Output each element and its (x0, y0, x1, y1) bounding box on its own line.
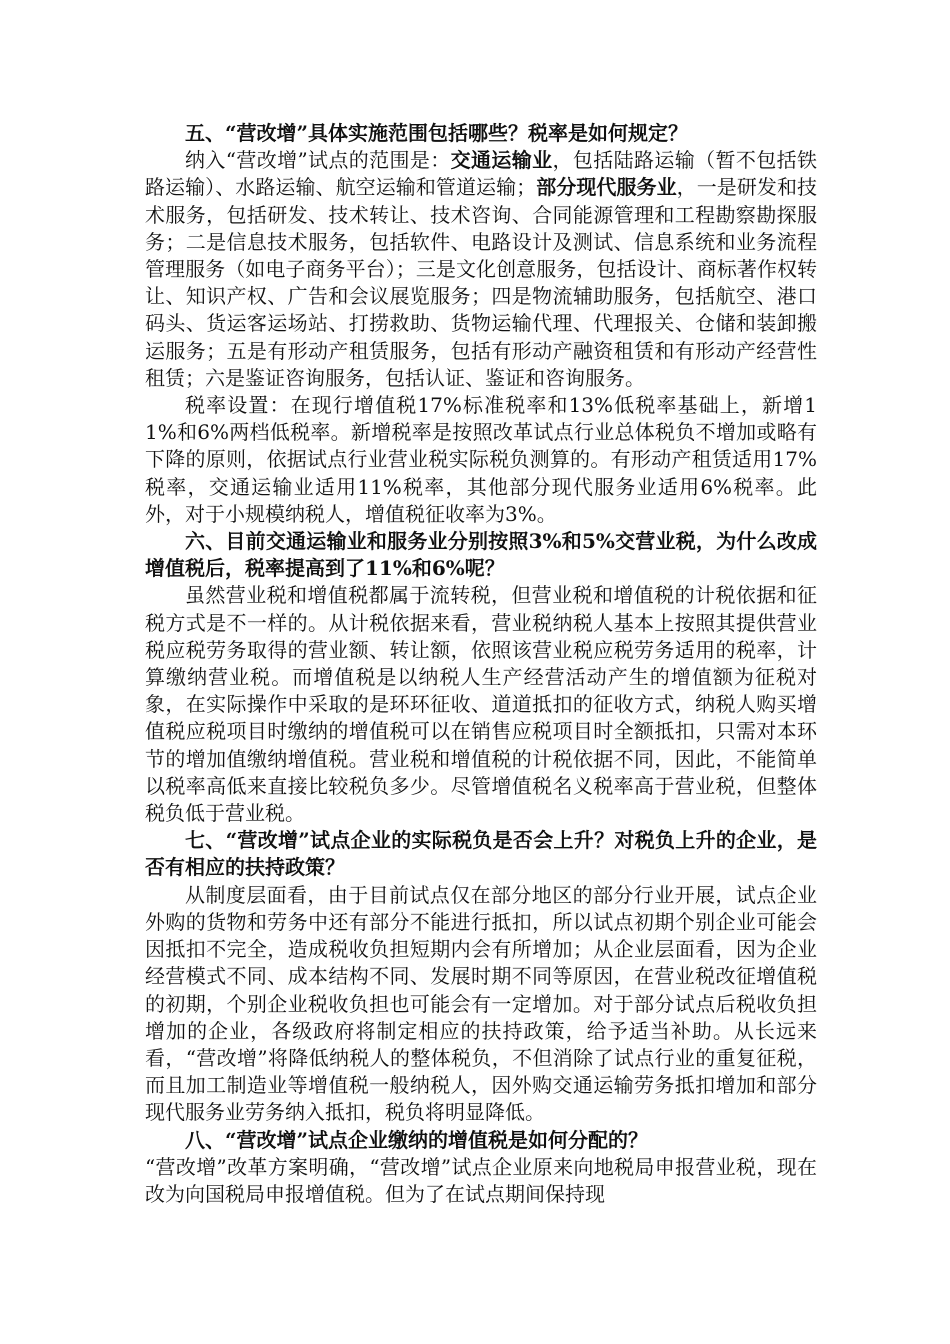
scope-transport-text: ，包括陆路运输（暂不包括铁路运输）、水路运输、航空运输和管道运输； (145, 148, 818, 200)
scope-intro-text: 纳入“营改增”试点的范围是： (185, 148, 451, 173)
section-heading-7: 七、“营改增”试点企业的实际税负是否会上升？对税负上升的企业，是否有相应的扶持政策？ (145, 828, 817, 880)
scope-services-bold: 部分现代服务业 (536, 175, 677, 200)
section-heading-8: 八、“营改增”试点企业缴纳的增值税是如何分配的？ (185, 1127, 649, 1152)
section-heading-6: 六、目前交通运输业和服务业分别按照3%和5%交营业税，为什么改成增值税后，税率提高到了11%和6%呢？ (145, 529, 817, 581)
section-8-paragraph: “营改增”改革方案明确，“营改增”试点企业原来向地税局申报营业税，现在改为向国税局申报增值税。但为了在试点期间保持现 (145, 1154, 817, 1206)
section-heading-5: 五、“营改增”具体实施范围包括哪些？税率是如何规定？ (185, 121, 689, 145)
section-5-paragraph-rates: 税率设置：在现行增值税17%标准税率和13%低税率基础上，新增11%和6%两档低税率。新增税率是按照改革试点行业总体税负不增加或略有下降的原则，依据试点行业营业税实际税负测算的。有形动产租赁适用17%税率，交通运输业适用11%税率，其他部分现代服务业适用6%税率。此外，对于小规模纳税人，增值税征收率为3%。 (145, 393, 817, 526)
scope-transport-bold: 交通运输业 (450, 148, 553, 173)
section-7-paragraph: 从制度层面看，由于目前试点仅在部分地区的部分行业开展，试点企业外购的货物和劳务中还有部分不能进行抵扣，所以试点初期个别企业可能会因抵扣不完全，造成税收负担短期内会有所增加；从企业层面看，因为企业经营模式不同、成本结构不同、发展时期不同等原因，在营业税改征增值税的初期，个别企业税收负担也可能会有一定增加。对于部分试点后税收负担增加的企业，各级政府将制定相应的扶持政策，给予适当补助。从长远来看，“营改增”将降低纳税人的整体税负，不但消除了试点行业的重复征税，而且加工制造业等增值税一般纳税人，因外购交通运输劳务抵扣增加和部分现代服务业劳务纳入抵扣，税负将明显降低。 (145, 882, 817, 1125)
section-5-paragraph-scope (145, 147, 817, 392)
scope-services-text: ，一是研发和技术服务，包括研发、技术转让、技术咨询、合同能源管理和工程勘察勘探服务；二是信息技术服务，包括软件、电路设计及测试、信息系统和业务流程管理服务（如电子商务平台）；三是文化创意服务，包括设计、商标著作权转让、知识产权、广告和会议展览服务；四是物流辅助服务，包括航空、港口码头、货运客运场站、打捞救助、货物运输代理、代理报关、仓储和装卸搬运服务；五是有形动产租赁服务，包括有形动产融资租赁和有形动产经营性租赁；六是鉴证咨询服务，包括认证、鉴证和咨询服务。 (145, 175, 818, 390)
document-body (145, 120, 817, 1208)
section-6-paragraph: 虽然营业税和增值税都属于流转税，但营业税和增值税的计税依据和征税方式是不一样的。从计税依据来看，营业税纳税人基本上按照其提供营业税应税劳务取得的营业额、转让额，依照该营业税应税劳务适用的税率，计算缴纳营业税。而增值税是以纳税人生产经营活动产生的增值额为征税对象，在实际操作中采取的是环环征收、道道抵扣的征收方式，纳税人购买增值税应税项目时缴纳的增值税可以在销售应税项目时全额抵扣，只需对本环节的增加值缴纳增值税。营业税和增值税的计税依据不同，因此，不能简单以税率高低来直接比较税负多少。尽管增值税名义税率高于营业税，但整体税负低于营业税。 (145, 583, 817, 826)
